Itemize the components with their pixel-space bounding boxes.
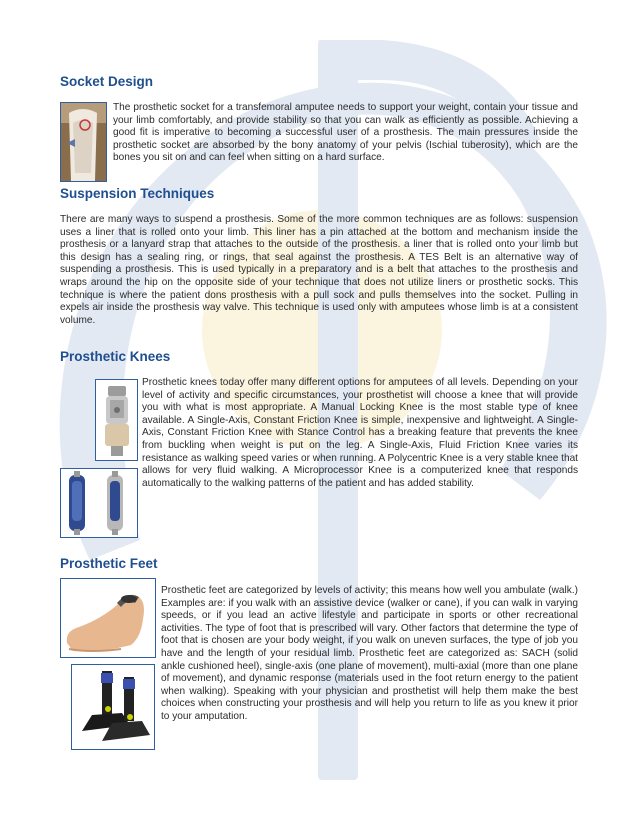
socket-design-heading: Socket Design [60,74,154,89]
socket-design-body: The prosthetic socket for a transfemoral amputee needs to support your weight, contain your tissue and your limb comfortably, and provide stability so that you can walk as efficiently as possible. Achieving a good fit is imperative to becoming a successful user of a prosthesis. The main pressures inside the prosthetic socket are absorbed by the bony anatomy of your pelvis (Ischial tuberosity), which are the bones you sit on and can feel when sitting on a hard surface. [113,102,578,164]
prosthetic-knees-body: Prosthetic knees today offer many different options for amputees of all levels. Depending on your level of activity and specific circumstances, your prosthetist will choose a knee that will provide you with what is most appropriate. A Manual Locking Knee is the most stable type of knee available. A Single-Axis, Constant Friction Knee is simple, inexpensive and lightweight. A Single-Axis, Constant Friction Knee with Stance Control has a breaking feature that prevents the knee from buckling when weight is put on the leg. A Single-Axis, Fluid Friction Knee varies its resistance as walking speed varies or when running. A Polycentric Knee is a very stable knee that allows for very fluid walking. A Microprocessor Knee is a computerized knee that responds automatically to the walking patterns of the patient and has added stability. [142,377,578,489]
knee-pair-photo [60,468,138,538]
prosthetic-feet-body: Prosthetic feet are categorized by levels of activity; this means how well you ambulate (walk.) Examples are: if you walk with an assistive device (walker or cane), if you can walk in varying speeds, or if you lead an active lifestyle and participate in sports or other recreational activities. The type of foot that is prescribed will vary. Other factors that determine the type of foot that is chosen are your body weight, if you walk on uneven surfaces, the type of job you have and the length of your residual limb. Prosthetic feet are categorized as: SACH (solid ankle cushioned heel), single-axis (one plane of movement), multi-axial (more than one plane of movement), and dynamic response (materials used in the foot return energy to the patient when walking). Speaking with your physician and prosthetist will help them make the best choices when constructing your prosthesis and will help you return to life as you knew it prior to your amputation. [161,585,578,722]
prosthetic-feet-heading: Prosthetic Feet [60,556,158,571]
foot-pylon-photo [71,664,155,750]
suspension-techniques-body: There are many ways to suspend a prosthesis. Some of the more common techniques are as follows: suspension uses a liner that is rolled onto your limb. This liner has a pin attached at the bottom and mechanism inside the prosthesis or a lanyard strap that attaches to the outside of the prosthesis. a liner that is rolled onto your limb but this design has a sealing ring, or rings, that seal against the prosthesis. A TES Belt is an alternative way of suspending a prosthesis. This is used typically in a preparatory and is a belt that attaches to the prosthesis and wraps around the hip on the opposite side of your technique that does not utilize liners or prosthetic socks. This technique is where the patient dons prosthesis with a pull sock and pulls themselves into the socket. Pulling in expels air inside the prosthesis way valve. This technique is used only with amputees whose limb is at a consistent volume. [60,214,578,326]
suspension-techniques-heading: Suspension Techniques [60,186,215,201]
knee-photo [95,379,138,461]
prosthetic-knees-heading: Prosthetic Knees [60,349,171,364]
socket-photo [60,102,107,182]
foot-photo [60,578,156,658]
